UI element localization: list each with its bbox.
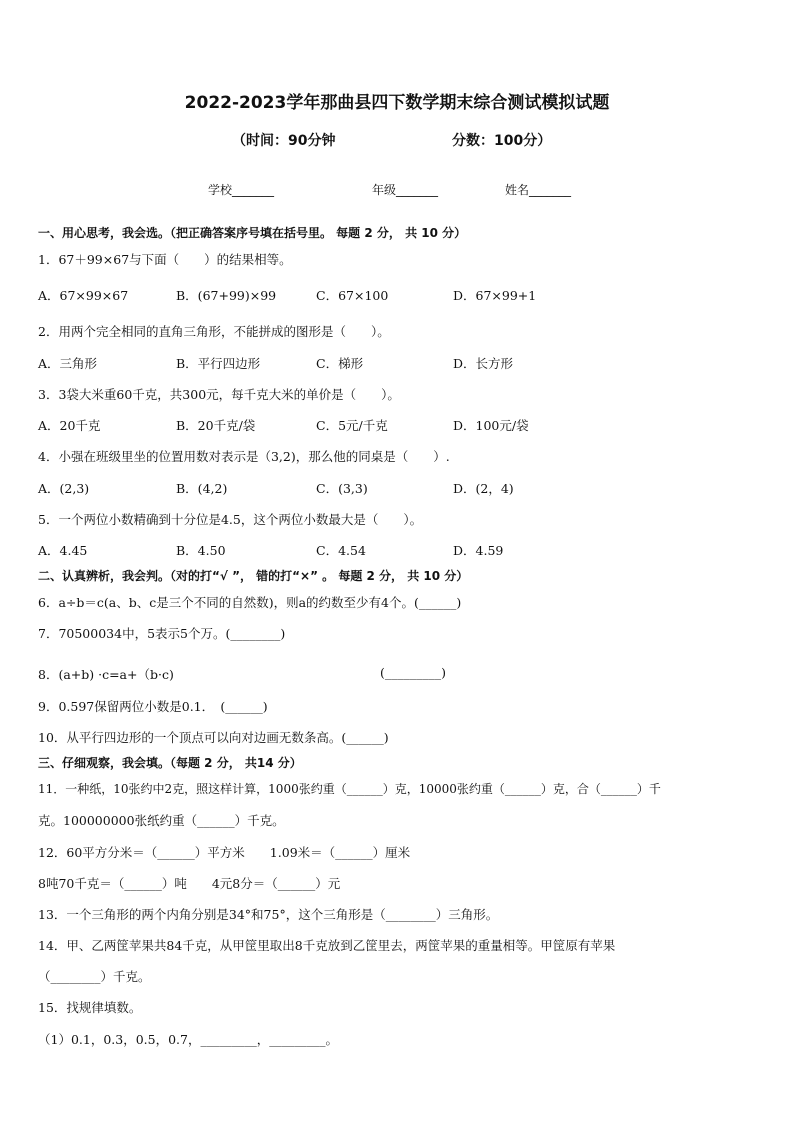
exam-info bbox=[232, 130, 552, 150]
q1-option-a[interactable]: A．67×99×67 bbox=[38, 288, 129, 303]
q6: 6．a÷b＝c(a、b、c是三个不同的自然数)，则a的约数至少有4个。(______) bbox=[38, 595, 462, 610]
q11-line1: 11．一种纸，10张约中2克，照这样计算，1000张约重（______）克，10000张约重（______）克，合（______）千 bbox=[38, 782, 661, 796]
q14-line1: 14．甲、乙两筐苹果共84千克，从甲筐里取出8千克放到乙筐里去，两筐苹果的重量相等。甲筐原有苹果 bbox=[38, 938, 616, 953]
q2-option-d[interactable]: D．长方形 bbox=[453, 356, 514, 371]
q3-option-b[interactable]: B．20千克/袋 bbox=[176, 418, 256, 433]
q3-options bbox=[38, 416, 738, 434]
q3-stem: 3．3袋大米重60千克，共300元，每千克大米的单价是（ ）。 bbox=[38, 387, 400, 402]
name-field[interactable]: 姓名_______ bbox=[505, 183, 572, 197]
section1-heading: 一、用心思考，我会选。（把正确答案序号填在括号里。 每题 2 分， 共 10 分） bbox=[38, 226, 467, 240]
q4-option-b[interactable]: B．(4,2) bbox=[176, 481, 228, 496]
q5-option-d[interactable]: D．4.59 bbox=[453, 543, 504, 558]
q1-option-d[interactable]: D．67×99+1 bbox=[453, 288, 537, 303]
q4-options bbox=[38, 479, 738, 497]
q15-part1: （1）0.1，0.3，0.5，0.7，_________，_________。 bbox=[38, 1032, 338, 1047]
q5-options bbox=[38, 541, 738, 559]
section2-heading: 二、认真辨析，我会判。（对的打“√ ”， 错的打“×” 。 每题 2 分， 共 10 分） bbox=[38, 569, 469, 583]
q1-options bbox=[38, 286, 738, 304]
grade-field[interactable]: 年级_______ bbox=[372, 183, 439, 197]
q11-line2: 克。100000000张纸约重（______）千克。 bbox=[38, 813, 285, 828]
q12-line1: 12．60平方分米＝（______）平方米 1.09米＝（______）厘米 bbox=[38, 845, 411, 860]
q13: 13．一个三角形的两个内角分别是34°和75°，这个三角形是（________）三角形。 bbox=[38, 907, 499, 922]
q1-option-b[interactable]: B．(67+99)×99 bbox=[176, 288, 277, 303]
page-title: 2022-2023学年那曲县四下数学期末综合测试模拟试题 bbox=[184, 93, 610, 113]
q2-option-a[interactable]: A．三角形 bbox=[38, 356, 98, 371]
q5-stem: 5．一个两位小数精确到十分位是4.5，这个两位小数最大是（ ）。 bbox=[38, 512, 423, 527]
q7: 7．70500034中，5表示5个万。(________) bbox=[38, 626, 286, 641]
q5-option-c[interactable]: C．4.54 bbox=[316, 543, 366, 558]
section3-heading: 三、仔细观察，我会填。（每题 2 分， 共14 分） bbox=[38, 756, 302, 770]
q3-option-d[interactable]: D．100元/袋 bbox=[453, 418, 529, 433]
q5-option-b[interactable]: B．4.50 bbox=[176, 543, 226, 558]
q5-option-a[interactable]: A．4.45 bbox=[38, 543, 88, 558]
q4-option-d[interactable]: D．(2，4) bbox=[453, 481, 514, 496]
school-field[interactable]: 学校_______ bbox=[208, 183, 275, 197]
q2-option-b[interactable]: B．平行四边形 bbox=[176, 356, 261, 371]
q15: 15．找规律填数。 bbox=[38, 1000, 142, 1015]
q8: 8．(a+b) ·c=a+（b·c) bbox=[38, 667, 174, 682]
q2-option-c[interactable]: C．梯形 bbox=[316, 356, 364, 371]
q8-answer-blank[interactable]: (_________) bbox=[380, 665, 447, 680]
q2-stem: 2．用两个完全相同的直角三角形，不能拼成的图形是（ ）。 bbox=[38, 324, 390, 339]
q10: 10．从平行四边形的一个顶点可以向对边画无数条高。(______) bbox=[38, 730, 389, 745]
q4-option-a[interactable]: A．(2,3) bbox=[38, 481, 90, 496]
q12-line2: 8吨70千克＝（______）吨 4元8分＝（______）元 bbox=[38, 876, 341, 891]
score-info: 分数：100分） bbox=[452, 133, 552, 149]
q9: 9．0.597保留两位小数是0.1． (______) bbox=[38, 699, 268, 714]
time-info: （时间：90分钟 bbox=[232, 133, 336, 149]
q1-stem: 1．67＋99×67与下面（ ）的结果相等。 bbox=[38, 252, 292, 267]
q1-option-c[interactable]: C．67×100 bbox=[316, 288, 389, 303]
q4-stem: 4．小强在班级里坐的位置用数对表示是（3,2)，那么他的同桌是（ ）. bbox=[38, 449, 450, 464]
q14-line2: （________）千克。 bbox=[38, 969, 151, 984]
q3-option-c[interactable]: C．5元/千克 bbox=[316, 418, 388, 433]
q4-option-c[interactable]: C．(3,3) bbox=[316, 481, 368, 496]
q3-option-a[interactable]: A．20千克 bbox=[38, 418, 101, 433]
q2-options bbox=[38, 354, 738, 372]
